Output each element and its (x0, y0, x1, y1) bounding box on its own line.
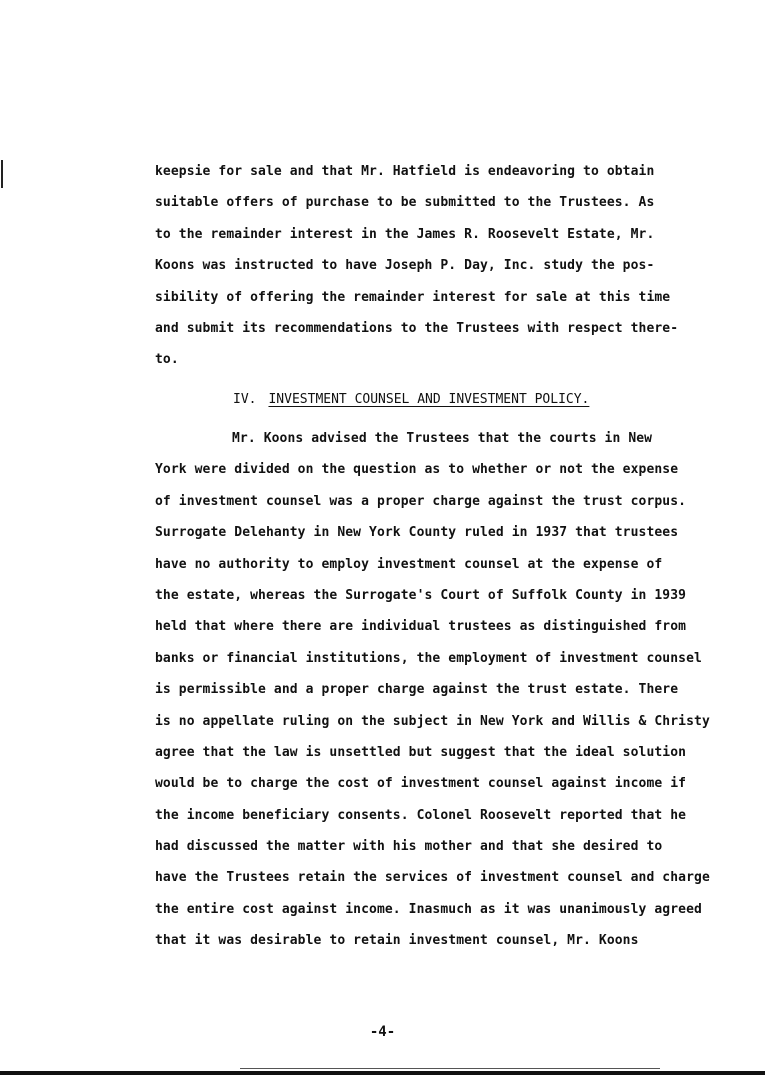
text-line: and submit its recommendations to the Trustees with respect there- (155, 320, 679, 336)
text-line: the estate, whereas the Surrogate's Court of Suffolk County in 1939 (155, 587, 687, 603)
text-line: the income beneficiary consents. Colonel Roosevelt reported that he (155, 807, 687, 823)
margin-mark (1, 160, 3, 188)
section-title: INVESTMENT COUNSEL AND INVESTMENT POLICY. (268, 392, 590, 407)
text-line: is no appellate ruling on the subject in New York and Willis & Christy (155, 713, 710, 729)
text-line: Surrogate Delehanty in New York County ruled in 1937 that trustees (155, 525, 679, 541)
text-line: keepsie for sale and that Mr. Hatfield is endeavoring to obtain (155, 164, 655, 179)
text-line: would be to charge the cost of investment counsel against income if (155, 776, 687, 792)
text-line: have no authority to employ investment counsel at the expense of (155, 556, 663, 572)
text-line: the entire cost against income. Inasmuch as it was unanimously agreed (155, 901, 702, 917)
text-line: of investment counsel was a proper charge against the trust corpus. (155, 493, 687, 509)
text-line: had discussed the matter with his mother and that she desired to (155, 839, 663, 855)
text-line: agree that the law is unsettled but suggest that the ideal solution (155, 744, 687, 760)
text-line: held that where there are individual trustees as distinguished from (155, 619, 687, 635)
section-number: IV. (233, 392, 257, 407)
text-line: that it was desirable to retain investment counsel, Mr. Koons (155, 933, 639, 949)
scan-edge-line (240, 1068, 660, 1069)
text-line: suitable offers of purchase to be submitted to the Trustees. As (155, 195, 655, 211)
paragraph-investment-counsel (155, 423, 725, 957)
text-line: is permissible and a proper charge against the trust estate. There (155, 682, 679, 698)
text-line: have the Trustees retain the services of investment counsel and charge (155, 870, 710, 886)
section-heading (233, 384, 589, 415)
text-line: to the remainder interest in the James R. Roosevelt Estate, Mr. (155, 226, 655, 242)
text-line: York were divided on the question as to whether or not the expense (155, 462, 679, 478)
text-line: banks or financial institutions, the employment of investment counsel (155, 650, 702, 666)
scan-bottom-edge (0, 1071, 765, 1075)
text-line: to. (155, 352, 179, 368)
text-line: sibility of offering the remainder interest for sale at this time (155, 289, 671, 305)
text-line: Mr. Koons advised the Trustees that the courts in New (232, 431, 653, 446)
paragraph-continued (155, 156, 725, 376)
page-number: -4- (369, 1024, 396, 1040)
text-line: Koons was instructed to have Joseph P. Day, Inc. study the pos- (155, 258, 655, 274)
